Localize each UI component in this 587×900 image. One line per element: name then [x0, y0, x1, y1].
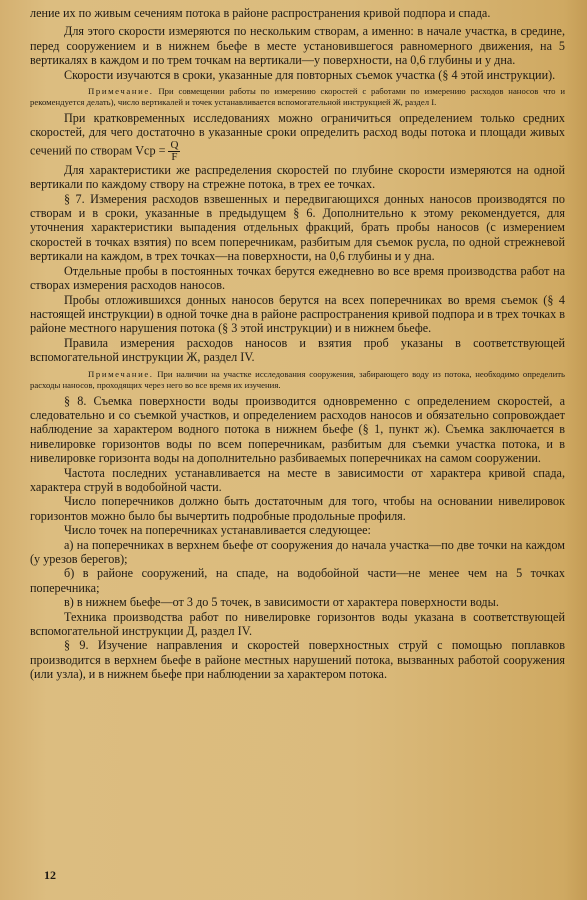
- formula-denominator: F: [171, 150, 178, 163]
- formula-numerator: Q: [170, 138, 179, 151]
- paragraph-frequency: Частота последних устанавливается на месте в зависимости от характера кривой спада, характера струй в водобойной части.: [30, 465, 565, 494]
- note-lead: Примечание.: [88, 86, 154, 97]
- list-item-v: в) в нижнем бьефе—от 3 до 5 точек, в зависимости от характера поверхности воды.: [64, 595, 499, 610]
- paragraph-section-7: § 7. Измерения расходов взвешенных и передвигающихся донных наносов производятся по створам и в сроки, указанные в предыдущем § 6. Дополнительно к этому рекомендуется, для уточнения характеристики выпадения отдельных фракций, брать пробы наносов (с измерением скоростей в точках взятия) по всем поперечникам, разбитым для съемок русла, по одной стрежневой вертикали на каждом, в трех точках—на поверхности, на 0,6 глубины и у дна.: [30, 191, 565, 264]
- note-lead: Примечание.: [88, 368, 154, 379]
- page-number: 12: [44, 868, 56, 882]
- paragraph-section-8: § 8. Съемка поверхности воды производится одновременно с определением скоростей, а следовательно и со съемкой участков, и определением расходов наносов и обязательно сопровождает наблюдение за характером водного потока в нижнем бьефе (§ 1, пункт ж). Съемка заключается в нивелировке горизонтов воды по всем поперечникам, разбитым для съемки участка потока, и в нивелировке горизонта воды на дополнительно разбиваемых поперечниках на самом сооружении.: [30, 393, 565, 466]
- paragraph-bottom-samples: Пробы отложившихся донных наносов берутся на всех поперечниках во время съемок (§ 4 настоящей инструкции) в одной точке дна в районе распространения кривой подпора и в трех точках в районе местного нарушения потока (§ 3 этой инструкции) и в нижнем бьефе.: [30, 292, 565, 336]
- paragraph-section-9: § 9. Изучение направления и скоростей поверхностных струй с помощью поплавков производится в верхнем бьефе в районе местных нарушений потока, вызванных работой сооружения (или узла), и в нижнем бьефе при наблюдении за характером потока.: [30, 638, 565, 682]
- note-velocity: [30, 86, 565, 108]
- note-text: При наличии на участке исследования сооружения, забирающего воду из потока, необходимо определить расходы наносов, проходящих через него во все время их изучения.: [30, 368, 566, 390]
- formula-text: При кратковременных исследованиях можно ограничиться определением только средних скоростей, для чего достаточно в указанные сроки определить расход воды потока и площади живых сечений по створам Vср =: [30, 111, 565, 158]
- paragraph-velocity-stations: Для этого скорости измеряются по нескольким створам, а именно: в начале участка, в средине, перед сооружением и в нижнем бьефе в месте установившегося равномерного движения, на 5 вертикалях в каждом и по трем точкам на вертикали—у поверхности, на 0,6 глубины и у дна.: [30, 24, 565, 68]
- note-text: При совмещении работы по измерению скоростей с работами по измерению расходов наносов что и рекомендуется делать), число вертикалей и точек устанавливается вспомогательной инструкцией Ж, раздел I.: [30, 86, 565, 108]
- list-item-b: б) в районе сооружений, на спаде, на водобойной части—не менее чем на 5 точках поперечника;: [30, 566, 565, 595]
- paragraph-technique: Техника производства работ по нивелировке горизонтов воды указана в соответствующей вспомогательной инструкции Д, раздел IV.: [30, 609, 565, 639]
- paragraph-short-term-formula: [30, 111, 565, 163]
- paragraph-fixed-samples: Отдельные пробы в постоянных точках берутся ежедневно во все время производства работ на створах измерения расходов наносов.: [30, 263, 565, 293]
- paragraph-cross-section-count: Число поперечников должно быть достаточным для того, чтобы на основании нивелировок горизонтов можно было бы вычертить подробные продольные профиля.: [30, 494, 565, 523]
- note-sediment: [30, 369, 565, 391]
- paragraph-velocity-timing: Скорости изучаются в сроки, указанные для повторных съемок участка (§ 4 этой инструкции).: [64, 67, 556, 82]
- list-item-a: а) на поперечниках в верхнем бьефе от сооружения до начала участка—по две точки на каждом (у урезов берегов);: [30, 537, 565, 566]
- paragraph-continuation: ление их по живым сечениям потока в районе распространения кривой подпора и спада.: [30, 6, 491, 20]
- paragraph-points-count: Число точек на поперечниках устанавливается следующее:: [64, 523, 371, 538]
- paragraph-depth-distribution: Для характеристики же распределения скоростей по глубине скорости измеряются на одной вертикали по каждому створу на стрежне потока, в трех ее точках.: [30, 162, 565, 192]
- paragraph-rules: Правила измерения расходов наносов и взятия проб указаны в соответствующей вспомогательной инструкции Ж, раздел IV.: [30, 335, 565, 365]
- formula-fraction: [168, 140, 180, 163]
